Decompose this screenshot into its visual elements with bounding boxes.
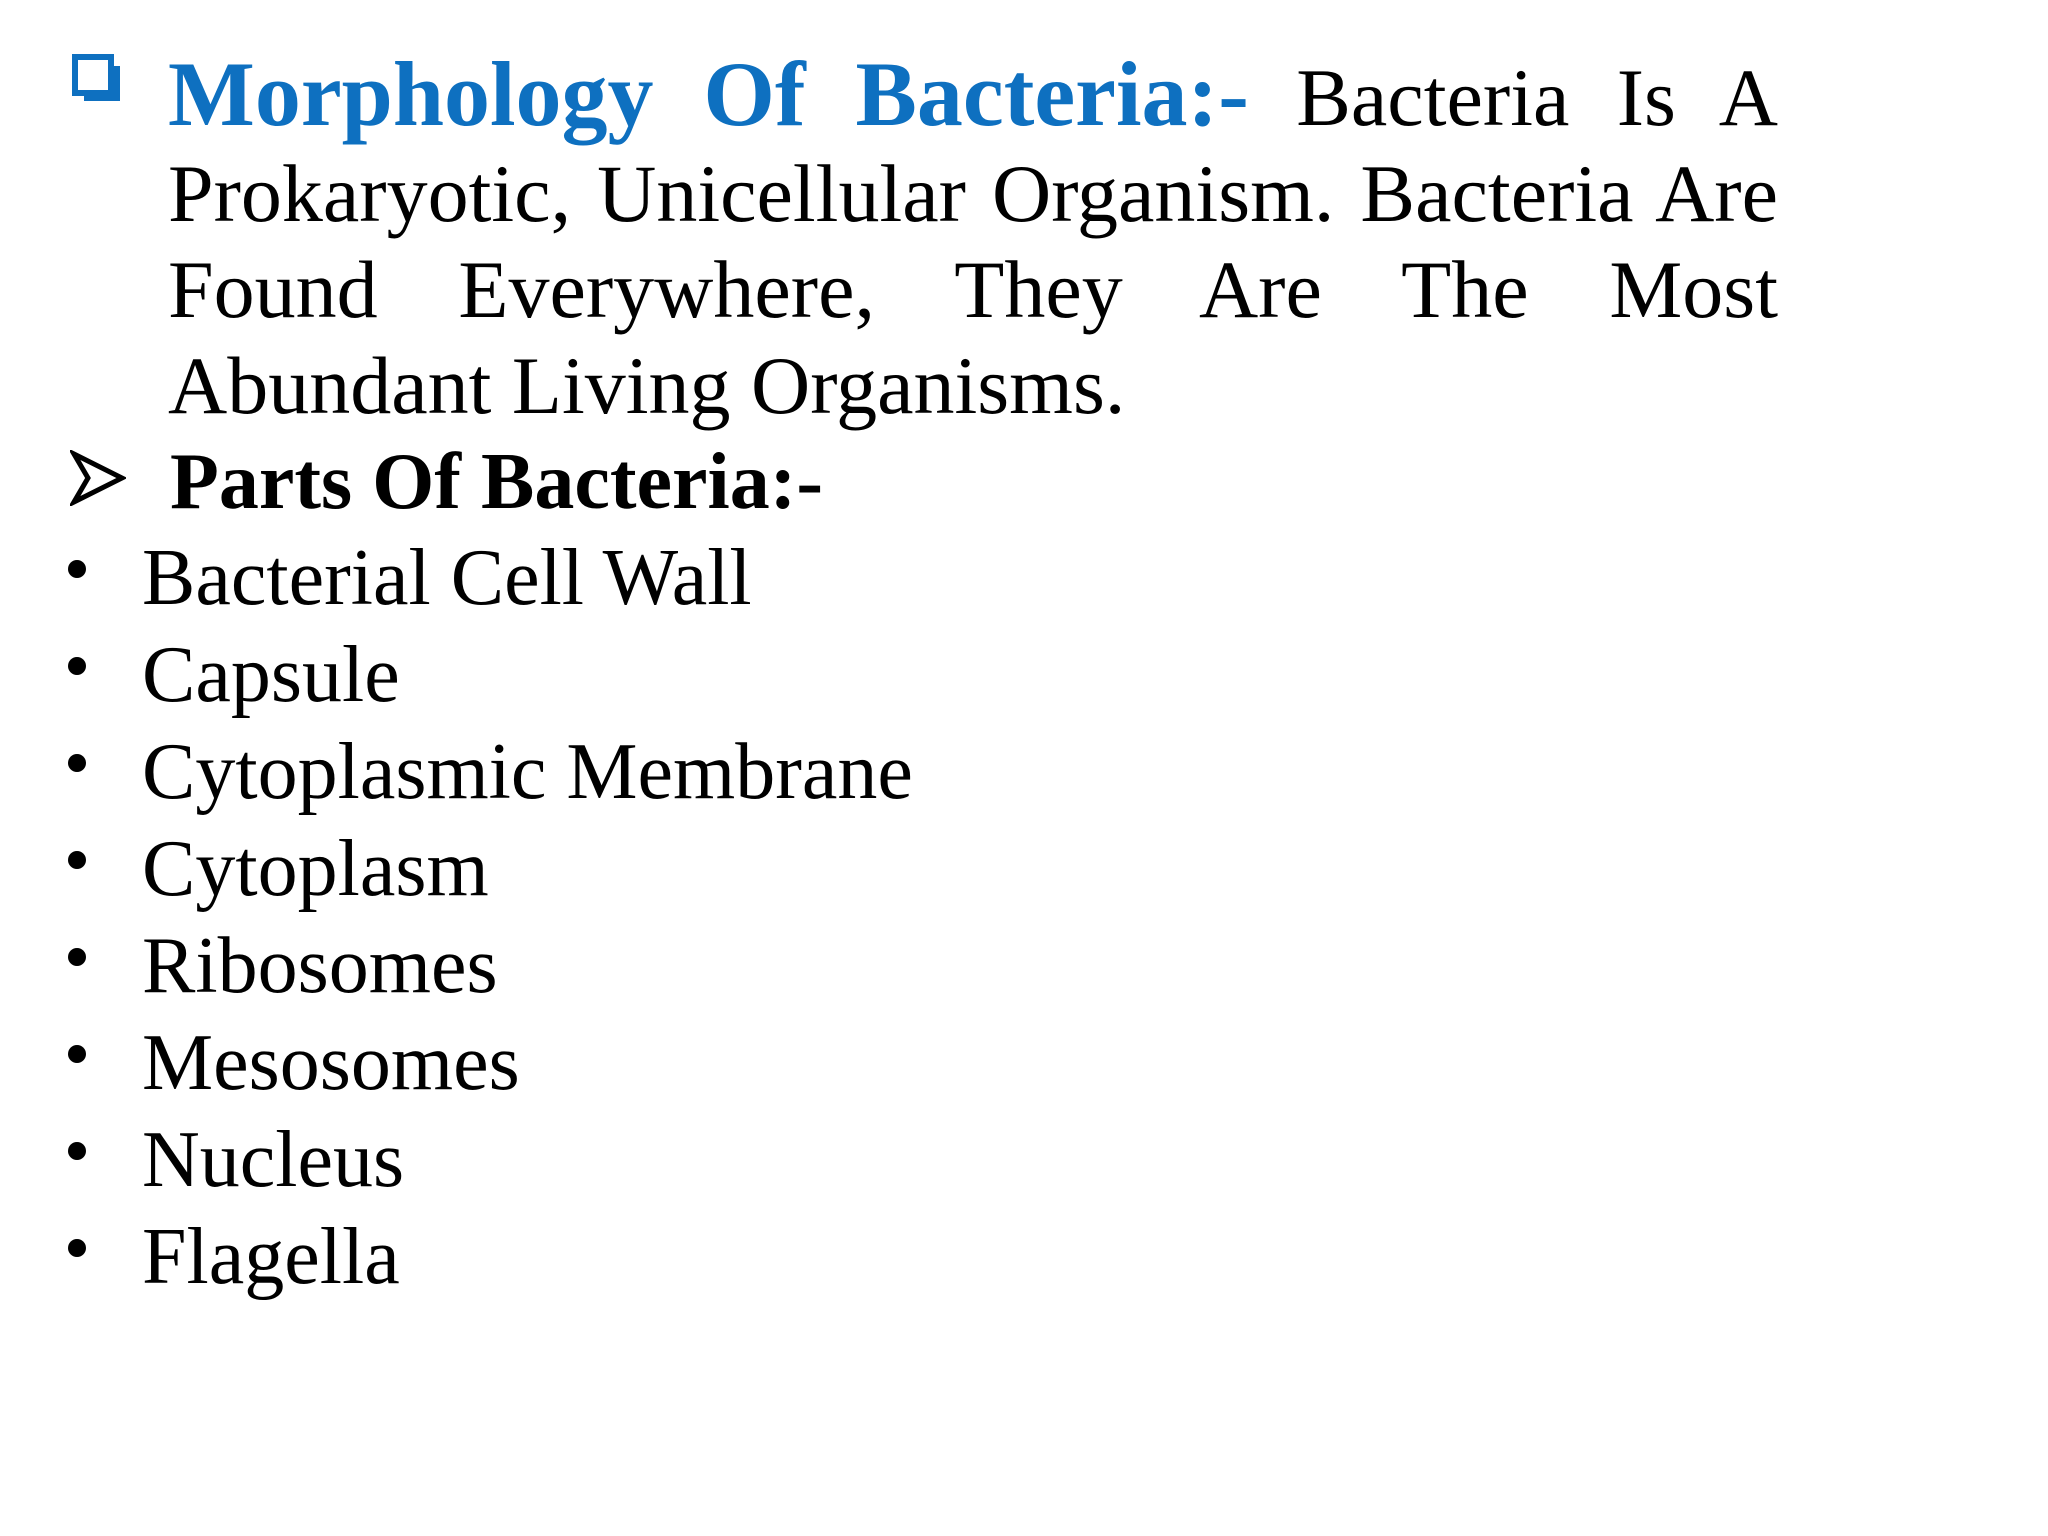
list-item-text: Capsule bbox=[142, 631, 400, 719]
bullet-dot-icon bbox=[68, 948, 86, 966]
parts-heading: Parts Of Bacteria:- bbox=[170, 438, 824, 526]
bullet-dot-icon bbox=[68, 560, 86, 578]
bullet-dot-icon bbox=[68, 1142, 86, 1160]
bullet-dot-icon bbox=[68, 851, 86, 869]
bullet-dot-icon bbox=[68, 657, 86, 675]
list-item-text: Cytoplasmic Membrane bbox=[142, 728, 913, 816]
slide-heading: Morphology Of Bacteria:- bbox=[168, 43, 1249, 145]
arrow-bullet-icon bbox=[70, 450, 126, 506]
list-item-text: Cytoplasm bbox=[142, 825, 489, 913]
list-item-text: Mesosomes bbox=[142, 1019, 520, 1107]
checkbox-square-icon bbox=[72, 54, 122, 104]
parts-heading-row bbox=[0, 432, 1200, 532]
bullet-dot-icon bbox=[68, 1045, 86, 1063]
list-item-text: Nucleus bbox=[142, 1116, 405, 1204]
list-item-text: Ribosomes bbox=[142, 922, 498, 1010]
list-item-text: Flagella bbox=[142, 1213, 400, 1301]
intro-paragraph bbox=[168, 43, 1779, 434]
intro-text: Bacteria Is A Prokaryotic, Unicellular Organism. Bacteria Are Found Everywhere, They Are The Most Abundant Living Organisms. bbox=[168, 52, 1779, 431]
bullet-dot-icon bbox=[68, 754, 86, 772]
list-item-text: Bacterial Cell Wall bbox=[142, 534, 752, 622]
bullet-dot-icon bbox=[68, 1239, 86, 1257]
